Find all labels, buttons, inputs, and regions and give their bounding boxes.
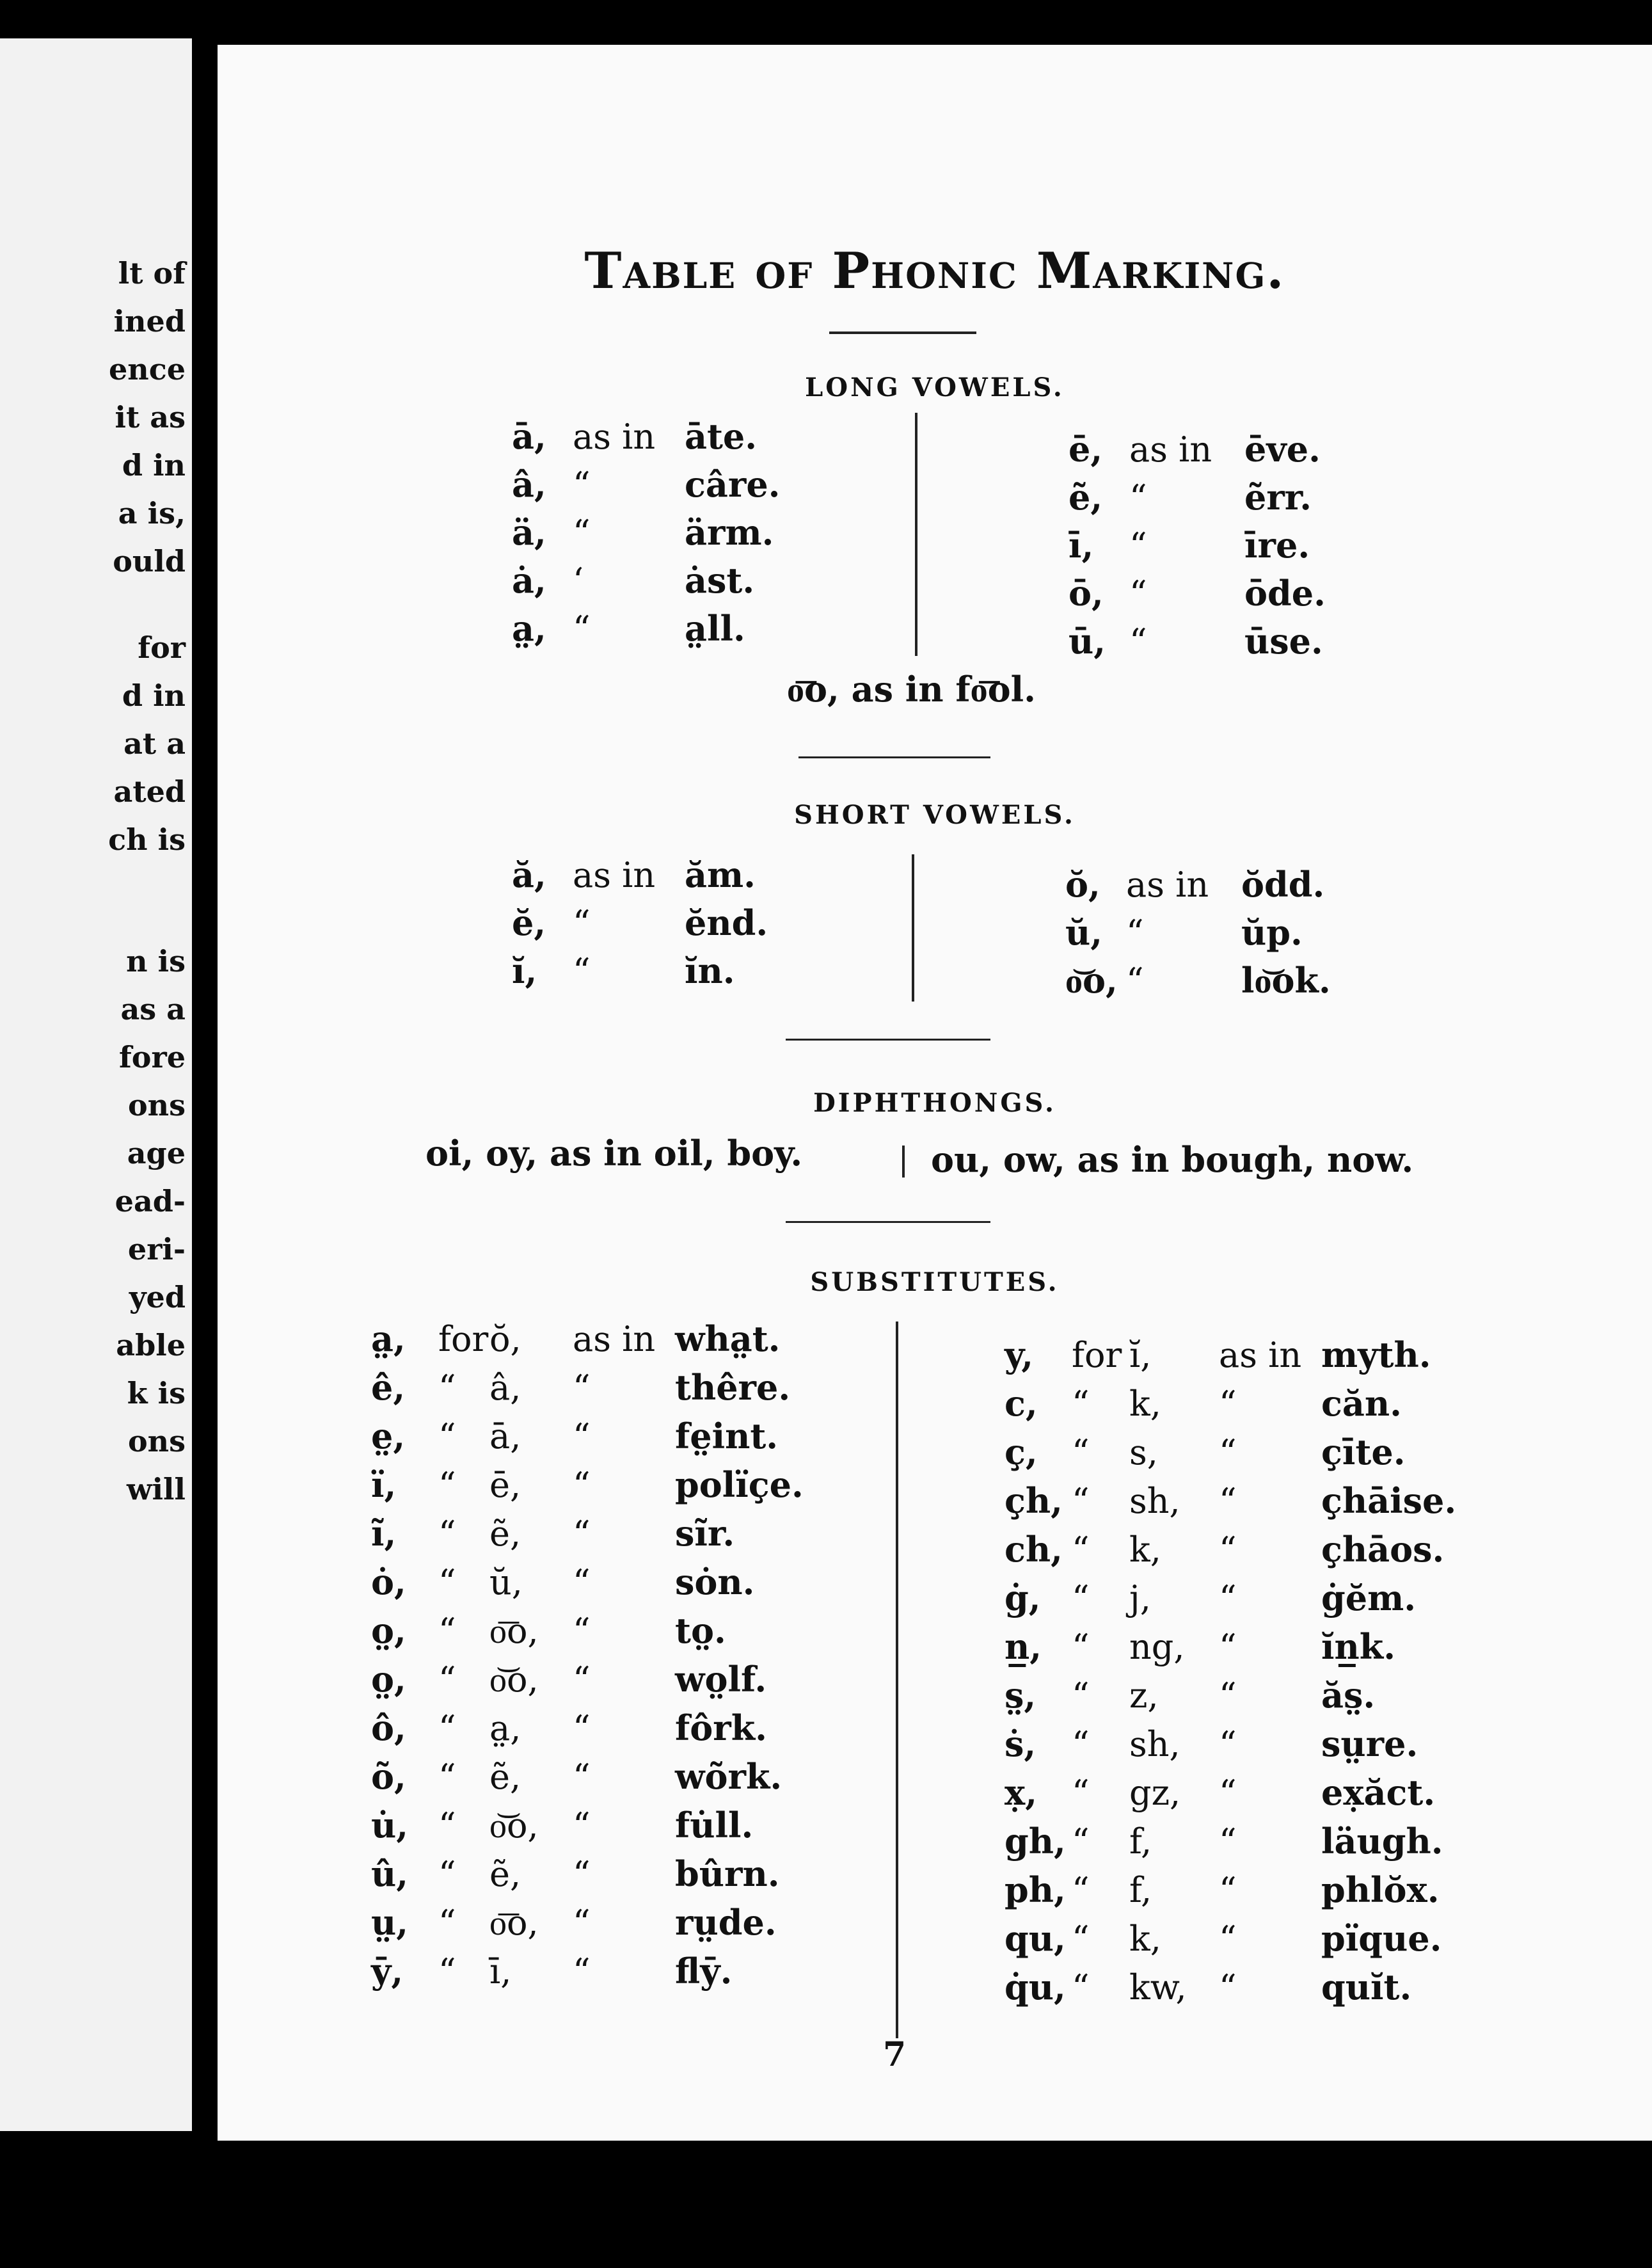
substitute-row-sound: gz, — [1129, 1773, 1181, 1813]
substitute-row-for: for — [1072, 1335, 1122, 1375]
substitute-row-mark: gh, — [1005, 1821, 1066, 1862]
substitute-row — [1005, 1529, 1488, 1570]
substitute-row — [371, 1513, 841, 1554]
substitute-row-connector: “ — [573, 1708, 591, 1748]
substitute-row-sound: k, — [1129, 1919, 1161, 1959]
substitute-row-sound: ē, — [489, 1465, 521, 1505]
long-vowel-row — [1068, 621, 1398, 662]
short-vowel-row-connector: “ — [573, 951, 591, 991]
substitute-row-mark: ĩ, — [371, 1513, 397, 1554]
substitute-row — [371, 1416, 841, 1457]
substitute-row-word: çhāise. — [1321, 1480, 1457, 1521]
column-divider — [902, 1146, 905, 1178]
column-divider — [912, 854, 914, 1002]
substitute-row-word: sĩr. — [675, 1513, 735, 1554]
substitute-row-for: “ — [438, 1854, 456, 1894]
substitute-row-for: “ — [1072, 1773, 1090, 1813]
substitute-row-word: fu̇ll. — [675, 1805, 754, 1846]
long-vowel-row-word: câre. — [685, 464, 781, 505]
substitute-row-mark: c, — [1005, 1383, 1038, 1424]
column-divider — [896, 1322, 898, 2038]
substitute-row — [371, 1659, 841, 1700]
substitute-row-for: “ — [438, 1368, 456, 1408]
substitute-row-for: “ — [438, 1757, 456, 1797]
previous-page-text-line: ould — [113, 544, 186, 579]
previous-page-text-line: it as — [115, 400, 186, 435]
substitute-row-word: ġĕm. — [1321, 1577, 1417, 1618]
substitute-row — [1005, 1918, 1488, 1959]
substitute-row-sound: ĭ, — [1129, 1335, 1152, 1375]
substitute-row-sound: sh, — [1129, 1724, 1180, 1764]
substitute-row-sound: o͞o, — [489, 1903, 539, 1943]
substitute-row-word: bûrn. — [675, 1853, 780, 1894]
substitute-row-for: “ — [1072, 1967, 1090, 2008]
short-vowel-row-connector: “ — [1126, 913, 1144, 953]
long-vowel-row-mark: ī, — [1068, 525, 1094, 566]
substitute-row-mark: ch, — [1005, 1529, 1063, 1570]
substitute-row-connector: “ — [573, 1416, 591, 1457]
long-vowel-row-connector: “ — [1129, 525, 1147, 566]
previous-page-text-line: ons — [127, 1424, 186, 1458]
substitute-row-sound: ẽ, — [489, 1513, 521, 1554]
substitute-row-mark: ô, — [371, 1707, 406, 1748]
long-vowel-row-connector: “ — [573, 465, 591, 505]
substitute-row — [1005, 1967, 1488, 2008]
previous-page-text-line: age — [127, 1136, 186, 1170]
substitute-row-mark: qu, — [1005, 1918, 1066, 1959]
long-vowel-row-connector: as in — [1129, 429, 1212, 470]
substitute-row-sound: o͞o, — [489, 1611, 539, 1651]
substitute-row-word: to̤. — [675, 1610, 726, 1651]
previous-page-text-line: fore — [119, 1040, 186, 1074]
substitutes-heading: SUBSTITUTES. — [810, 1267, 1060, 1297]
short-vowel-row-word: ăm. — [685, 854, 756, 895]
previous-page-text-line: n is — [126, 944, 186, 978]
short-vowel-row-word: ŏdd. — [1241, 864, 1325, 905]
substitute-row-sound: ẽ, — [489, 1854, 521, 1894]
substitute-row-for: “ — [1072, 1432, 1090, 1473]
long-vowel-row-word: a̤ll. — [685, 608, 745, 649]
substitute-row-connector: “ — [1219, 1432, 1237, 1473]
substitute-row-mark: õ, — [371, 1756, 406, 1797]
substitute-row-mark: o̤, — [371, 1610, 406, 1651]
previous-page-text-line: eri- — [127, 1232, 186, 1266]
long-vowel-row — [1068, 573, 1398, 614]
substitute-row-mark: s̤, — [1005, 1675, 1036, 1716]
previous-page-text-line: ead- — [115, 1184, 186, 1218]
previous-page-text-line: ated — [113, 774, 186, 809]
substitute-row-sound: ŏ, — [489, 1319, 521, 1359]
long-vowel-row-word: āte. — [685, 416, 758, 457]
long-vowel-row-connector: “ — [1129, 573, 1147, 614]
page-title: Table of Phonic Marking. — [584, 242, 1285, 300]
substitute-row-connector: “ — [573, 1805, 591, 1846]
long-vowel-row — [1068, 525, 1398, 566]
short-vowel-row — [512, 902, 851, 943]
substitute-row — [371, 1561, 841, 1602]
substitute-row-sound: kw, — [1129, 1967, 1187, 2008]
substitute-row-word: ĭn̲k. — [1321, 1626, 1395, 1667]
short-vowel-row-mark: ĭ, — [512, 950, 537, 991]
substitute-row-for: “ — [438, 1805, 456, 1846]
substitute-row-mark: e̤, — [371, 1416, 406, 1457]
substitute-row — [1005, 1480, 1488, 1521]
substitute-row-connector: “ — [1219, 1529, 1237, 1570]
short-vowel-row-mark: ŏ, — [1065, 864, 1100, 905]
substitute-row-connector: “ — [1219, 1578, 1237, 1618]
previous-page-text-line: d in — [122, 448, 186, 483]
long-vowel-row-mark: â, — [512, 464, 546, 505]
substitute-row-for: “ — [1072, 1578, 1090, 1618]
substitute-row-connector: “ — [573, 1611, 591, 1651]
page — [218, 45, 1652, 2141]
substitute-row-sound: o͝o, — [489, 1659, 539, 1700]
substitute-row-connector: “ — [573, 1513, 591, 1554]
substitute-row-connector: “ — [1219, 1773, 1237, 1813]
long-vowel-row-word: ärm. — [685, 512, 774, 553]
substitute-row-connector: “ — [573, 1562, 591, 1602]
long-vowel-row — [512, 464, 851, 505]
substitute-row-for: “ — [438, 1416, 456, 1457]
substitute-row-word: myth. — [1321, 1334, 1431, 1375]
substitute-row — [1005, 1577, 1488, 1618]
substitute-row-for: “ — [1072, 1919, 1090, 1959]
short-vowel-row-mark: o͝o, — [1065, 960, 1118, 1001]
title-rule — [829, 331, 976, 334]
short-vowel-row — [1065, 912, 1395, 953]
short-vowel-row-mark: ĕ, — [512, 902, 546, 943]
substitute-row-sound: ng, — [1129, 1627, 1185, 1667]
long-vowel-row-connector: “ — [1129, 477, 1147, 518]
substitute-row-mark: x̣, — [1005, 1772, 1037, 1813]
substitute-row-mark: a̤, — [371, 1318, 406, 1359]
substitute-row-sound: â, — [489, 1368, 521, 1408]
substitute-row-sound: f, — [1129, 1821, 1152, 1862]
substitute-row-mark: ï, — [371, 1464, 397, 1505]
previous-page-text-line: lt of — [118, 256, 186, 291]
previous-page-text-line: a is, — [118, 496, 186, 531]
long-vowel-row-connector: as in — [573, 417, 656, 457]
substitute-row-word: läugh. — [1321, 1821, 1443, 1862]
substitute-row-word: flȳ. — [675, 1951, 733, 1992]
long-vowel-row-mark: a̤, — [512, 608, 546, 649]
substitute-row-word: polïçe. — [675, 1464, 804, 1505]
substitute-row-for: “ — [1072, 1627, 1090, 1667]
substitute-row — [371, 1707, 841, 1748]
long-vowel-row-mark: ȧ, — [512, 560, 546, 601]
substitute-row-mark: ph, — [1005, 1869, 1066, 1910]
previous-page-text-line: ons — [127, 1088, 186, 1122]
substitute-row-for: “ — [438, 1708, 456, 1748]
substitute-row-for: “ — [438, 1951, 456, 1992]
long-vowel-row-mark: ō, — [1068, 573, 1104, 614]
substitute-row-for: “ — [438, 1659, 456, 1700]
long-vowel-row-word: īre. — [1244, 525, 1310, 566]
substitute-row-word: phlŏx. — [1321, 1869, 1440, 1910]
substitute-row-connector: “ — [573, 1368, 591, 1408]
column-divider — [915, 413, 917, 656]
substitute-row-connector: “ — [1219, 1919, 1237, 1959]
substitute-row-word: ăs̤. — [1321, 1675, 1376, 1716]
previous-page-text-line: ence — [109, 352, 186, 387]
substitute-row-sound: k, — [1129, 1384, 1161, 1424]
long-vowels-footer: o͞o, as in fo͞ol. — [787, 669, 1036, 710]
short-vowel-row-connector: “ — [1126, 961, 1144, 1001]
substitute-row — [1005, 1821, 1488, 1862]
previous-page-text-line: d in — [122, 678, 186, 713]
substitute-row — [371, 1951, 841, 1992]
previous-page-text-line: yed — [129, 1280, 186, 1314]
substitute-row-connector: “ — [1219, 1870, 1237, 1910]
substitute-row-sound: f, — [1129, 1870, 1152, 1910]
substitute-row-sound: ẽ, — [489, 1757, 521, 1797]
short-vowel-row-word: ĭn. — [685, 950, 735, 991]
section-rule — [786, 1039, 990, 1041]
substitute-row-connector: as in — [1219, 1335, 1302, 1375]
substitute-row-word: quĭt. — [1321, 1967, 1412, 2008]
short-vowel-row-word: lo͝ok. — [1241, 960, 1331, 1001]
previous-page-text-line: for — [138, 630, 186, 665]
substitute-row-word: thêre. — [675, 1367, 791, 1408]
substitute-row-for: “ — [1072, 1724, 1090, 1764]
substitute-row-mark: n̲, — [1005, 1626, 1042, 1667]
long-vowel-row — [1068, 429, 1398, 470]
substitute-row-connector: “ — [573, 1757, 591, 1797]
substitute-row-mark: o̤, — [371, 1659, 406, 1700]
substitute-row — [1005, 1432, 1488, 1473]
long-vowel-row-mark: ä, — [512, 512, 546, 553]
substitute-row-word: wha̤t. — [675, 1318, 781, 1359]
substitute-row-connector: “ — [1219, 1724, 1237, 1764]
page-number: 7 — [883, 2035, 907, 2074]
substitute-row-for: “ — [1072, 1384, 1090, 1424]
substitute-row-connector: “ — [1219, 1967, 1237, 2008]
long-vowel-row-word: ȧst. — [685, 560, 755, 601]
long-vowel-row — [512, 608, 851, 649]
substitute-row — [371, 1902, 841, 1943]
short-vowels-heading: SHORT VOWELS. — [794, 800, 1076, 830]
section-rule — [786, 1221, 990, 1223]
short-vowel-row-word: ĕnd. — [685, 902, 768, 943]
diphthongs-left: oi, oy, as in oil, boy. — [425, 1133, 803, 1174]
substitute-row-connector: “ — [1219, 1627, 1237, 1667]
long-vowel-row-word: ōde. — [1244, 573, 1326, 614]
substitute-row-connector: as in — [573, 1319, 656, 1359]
substitute-row — [1005, 1723, 1488, 1764]
substitute-row-for: “ — [438, 1611, 456, 1651]
substitute-row-connector: “ — [573, 1951, 591, 1992]
substitute-row-sound: ŭ, — [489, 1562, 523, 1602]
long-vowel-row-mark: ẽ, — [1068, 477, 1103, 518]
short-vowel-row-connector: as in — [573, 855, 656, 895]
substitute-row-for: “ — [438, 1562, 456, 1602]
substitute-row-mark: û, — [371, 1853, 409, 1894]
previous-page-text-line: as a — [120, 992, 186, 1026]
long-vowels-heading: LONG VOWELS. — [805, 372, 1065, 403]
previous-page-text-line: ined — [113, 304, 186, 339]
substitute-row-mark: q̇u, — [1005, 1967, 1066, 2008]
substitute-row-for: for — [438, 1319, 489, 1359]
substitute-row-connector: “ — [573, 1465, 591, 1505]
substitute-row-word: pïque. — [1321, 1918, 1442, 1959]
substitute-row-word: căn. — [1321, 1383, 1402, 1424]
substitute-row-connector: “ — [1219, 1675, 1237, 1716]
previous-page-text-line: will — [126, 1472, 186, 1506]
substitute-row-sound: ī, — [489, 1951, 512, 1992]
previous-page-text-line: at a — [123, 726, 186, 761]
substitute-row-sound: sh, — [1129, 1481, 1180, 1521]
short-vowel-row-mark: ă, — [512, 854, 546, 895]
substitute-row — [1005, 1626, 1488, 1667]
substitute-row — [371, 1805, 841, 1846]
substitute-row-connector: “ — [573, 1903, 591, 1943]
long-vowel-row-word: ẽrr. — [1244, 477, 1312, 518]
substitute-row — [1005, 1772, 1488, 1813]
substitute-row — [371, 1318, 841, 1359]
long-vowel-row-mark: ā, — [512, 416, 546, 457]
substitute-row-for: “ — [1072, 1481, 1090, 1521]
substitute-row-mark: ġ, — [1005, 1577, 1041, 1618]
short-vowel-row-connector: as in — [1126, 865, 1209, 905]
short-vowel-row — [1065, 960, 1395, 1001]
substitute-row-for: “ — [438, 1903, 456, 1943]
section-rule — [798, 756, 990, 758]
substitute-row-word: wo̤lf. — [675, 1659, 767, 1700]
substitute-row-for: “ — [1072, 1870, 1090, 1910]
long-vowel-row — [512, 560, 851, 601]
substitute-row-word: fôrk. — [675, 1707, 767, 1748]
substitute-row — [1005, 1334, 1488, 1375]
previous-page-text-line: able — [116, 1328, 186, 1362]
substitute-row-word: sṳre. — [1321, 1723, 1418, 1764]
substitute-row — [371, 1853, 841, 1894]
substitute-row-connector: “ — [1219, 1481, 1237, 1521]
substitute-row-word: fe̤int. — [675, 1416, 779, 1457]
substitute-row-mark: u̇, — [371, 1805, 409, 1846]
long-vowel-row — [512, 512, 851, 553]
substitute-row — [371, 1610, 841, 1651]
substitute-row-for: “ — [438, 1465, 456, 1505]
substitute-row — [1005, 1675, 1488, 1716]
substitute-row-connector: “ — [573, 1854, 591, 1894]
substitute-row-word: çīte. — [1321, 1432, 1406, 1473]
substitute-row-sound: j, — [1129, 1578, 1151, 1618]
substitute-row-mark: ṡ, — [1005, 1723, 1036, 1764]
long-vowel-row-word: ēve. — [1244, 429, 1321, 470]
previous-page-fragment — [0, 38, 192, 2131]
substitute-row-sound: o͝o, — [489, 1805, 539, 1846]
short-vowel-row — [1065, 864, 1395, 905]
long-vowel-row — [512, 416, 851, 457]
substitute-row — [371, 1464, 841, 1505]
substitute-row-sound: ā, — [489, 1416, 521, 1457]
short-vowel-row — [512, 854, 851, 895]
substitute-row-mark: y, — [1005, 1334, 1034, 1375]
long-vowel-row — [1068, 477, 1398, 518]
substitute-row-connector: “ — [573, 1659, 591, 1700]
substitute-row-connector: “ — [1219, 1821, 1237, 1862]
substitute-row-for: “ — [1072, 1821, 1090, 1862]
substitute-row-mark: ç, — [1005, 1432, 1038, 1473]
long-vowel-row-word: ūse. — [1244, 621, 1323, 662]
long-vowel-row-connector: “ — [1129, 621, 1147, 662]
substitute-row-for: “ — [1072, 1675, 1090, 1716]
substitute-row-for: “ — [438, 1513, 456, 1554]
previous-page-text-line: ch is — [108, 822, 186, 857]
substitute-row-for: “ — [1072, 1529, 1090, 1570]
substitute-row-mark: ȯ, — [371, 1561, 406, 1602]
substitute-row-sound: k, — [1129, 1529, 1161, 1570]
short-vowel-row — [512, 950, 851, 991]
substitute-row — [371, 1756, 841, 1797]
diphthongs-right: ou, ow, as in bough, now. — [931, 1139, 1414, 1180]
long-vowel-row-connector: “ — [573, 609, 591, 649]
substitute-row-word: sȯn. — [675, 1561, 755, 1602]
long-vowel-row-connector: ‘ — [573, 561, 584, 601]
substitute-row — [1005, 1869, 1488, 1910]
previous-page-text-line: k is — [127, 1376, 186, 1410]
substitute-row-mark: ê, — [371, 1367, 406, 1408]
substitute-row — [1005, 1383, 1488, 1424]
substitute-row-sound: z, — [1129, 1675, 1159, 1716]
substitute-row — [371, 1367, 841, 1408]
substitute-row-word: wõrk. — [675, 1756, 782, 1797]
substitute-row-word: çhāos. — [1321, 1529, 1445, 1570]
short-vowel-row-connector: “ — [573, 903, 591, 943]
substitute-row-word: ex̣ăct. — [1321, 1772, 1436, 1813]
substitute-row-mark: ȳ, — [371, 1951, 404, 1992]
substitute-row-connector: “ — [1219, 1384, 1237, 1424]
long-vowel-row-connector: “ — [573, 513, 591, 553]
short-vowel-row-word: ŭp. — [1241, 912, 1303, 953]
substitute-row-mark: ṳ, — [371, 1902, 409, 1943]
long-vowel-row-mark: ū, — [1068, 621, 1106, 662]
long-vowel-row-mark: ē, — [1068, 429, 1103, 470]
short-vowel-row-mark: ŭ, — [1065, 912, 1103, 953]
substitute-row-sound: a̤, — [489, 1708, 521, 1748]
substitute-row-sound: s, — [1129, 1432, 1158, 1473]
substitute-row-word: rṳde. — [675, 1902, 777, 1943]
diphthongs-heading: DIPHTHONGS. — [813, 1088, 1056, 1118]
substitute-row-mark: çh, — [1005, 1480, 1063, 1521]
